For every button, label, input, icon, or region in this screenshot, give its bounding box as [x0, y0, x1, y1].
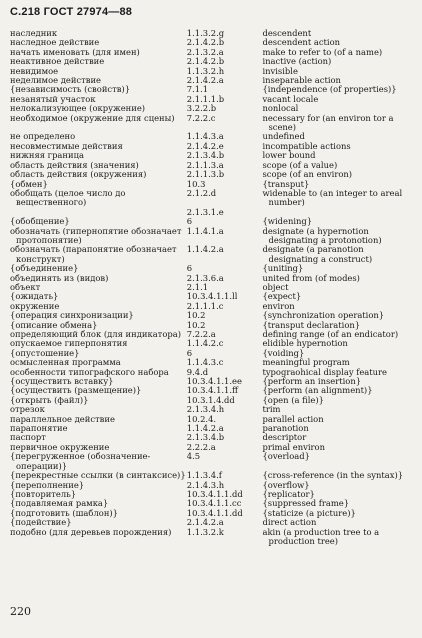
section-reference: 1.1.3.2.k: [186, 526, 224, 537]
russian-term: {обмен}: [10, 178, 48, 189]
english-term: scope (of a value): [262, 159, 338, 170]
english-term: defining range (of an endicator): [262, 329, 399, 339]
english-term: {perform an insertion}: [262, 376, 362, 387]
english-term: nonlocal: [262, 103, 299, 114]
russian-term: {повторитель}: [10, 488, 77, 499]
english-term: undefined: [262, 131, 305, 142]
section-reference: 2.1.1.3.b: [186, 169, 225, 180]
english-term: {overflow}: [262, 479, 310, 490]
section-reference: 2.1.4.2.e: [186, 140, 224, 151]
russian-term: наследное действие: [10, 37, 100, 48]
english-term: object: [262, 281, 289, 292]
english-term: designate (a paranotion designating a construct): [262, 244, 373, 264]
section-reference: 1.1.3.2.h: [186, 65, 225, 76]
russian-term: несовместимые действия: [10, 140, 123, 151]
section-reference: 2.1.4.3.h: [186, 479, 225, 490]
section-reference: 2.1.3.4.b: [186, 150, 225, 161]
russian-term: {подготовить (шаблон)}: [10, 507, 118, 518]
glossary-row: [10, 189, 414, 208]
english-term: widenable to (an integer to areal number): [262, 187, 403, 208]
russian-term: {независимость (свойств)}: [10, 84, 131, 95]
english-term: incompatible actions: [262, 140, 351, 151]
english-term: make to refer to (of a name): [262, 46, 383, 57]
section-reference: 2.1.1.1.c: [186, 300, 224, 311]
glossary-row: [10, 452, 414, 471]
russian-term: осмысленная программа: [10, 357, 121, 368]
english-term: direct action: [262, 517, 317, 528]
section-reference: 10.3.4.1.1.dd: [186, 507, 243, 518]
english-term: inactive (action): [262, 56, 332, 67]
english-term: primal environ: [262, 441, 325, 452]
english-term: inseparable action: [262, 75, 341, 86]
section-reference: 1.1.4.3.c: [186, 357, 224, 368]
russian-term: невидимое: [10, 65, 59, 76]
glossary-row: [10, 170, 414, 179]
section-reference: 1.1.3.4.f: [186, 470, 222, 481]
section-reference: 1.1.4.2.a: [186, 423, 224, 434]
english-term: {staticize (a picture)}: [262, 507, 356, 518]
section-reference: 2.1.2.d: [186, 187, 217, 198]
english-term: necessary for (an environ tor a scene): [262, 112, 394, 133]
english-term: {widening}: [262, 216, 313, 227]
russian-term: {осуществить (размещение)}: [10, 385, 142, 396]
english-term: designate (a hypernotion designating a protonotion): [262, 225, 382, 245]
section-reference: 7.1.1: [186, 84, 209, 95]
russian-term: {обобщение}: [10, 216, 70, 227]
section-reference: 7.2.2.a: [186, 329, 216, 339]
russian-term: первичное окружение: [10, 441, 110, 452]
english-term: trim: [262, 404, 281, 415]
russian-term: {перегруженное (обозначение-операции)}: [10, 451, 151, 471]
english-term: {independence (of properties)}: [262, 84, 397, 95]
russian-term: {переполнение}: [10, 479, 85, 490]
section-reference: 10.2: [186, 319, 206, 330]
section-reference: 10.3.1.4.dd: [186, 394, 235, 405]
english-term: vacant locale: [262, 93, 319, 104]
section-reference: 6: [186, 347, 193, 358]
section-reference: 2.1.3.4.h: [186, 404, 225, 415]
section-reference: 2.1.3.6.a: [186, 272, 224, 283]
section-reference: 1.1.4.1.a: [186, 225, 224, 236]
russian-term: неактивное действие: [10, 56, 105, 67]
section-reference: 10.3: [186, 178, 206, 189]
russian-term: {операция синхронизации}: [10, 310, 134, 321]
section-reference: 10.3.4.1.1.ff: [186, 385, 238, 396]
section-reference: 10.3.4.1.1.ll: [186, 291, 238, 302]
section-reference: 2.2.2.a: [186, 441, 216, 452]
section-reference: 2.1.1.1.b: [186, 93, 225, 104]
russian-term: паспорт: [10, 432, 46, 443]
english-term: {synchronization operation}: [262, 310, 385, 321]
english-term: parallel action: [262, 413, 324, 424]
section-reference: 10.2.4.: [186, 413, 217, 424]
english-term: invisible: [262, 65, 298, 76]
english-term: {overload}: [262, 451, 310, 462]
english-term: {expect}: [262, 291, 302, 302]
english-term: elidible hypernotion: [262, 338, 348, 349]
section-reference: 10.3.4.1.1.ee: [186, 376, 242, 387]
english-term: {replicator}: [262, 488, 315, 499]
english-term: paranotion: [262, 423, 309, 434]
russian-term: обобщать (целое число до вещественного): [10, 187, 126, 208]
glossary-row: [10, 114, 414, 133]
glossary-row: [10, 227, 414, 246]
section-reference: 1.1.4.2.c: [186, 338, 224, 349]
english-term: {open (a file)}: [262, 394, 324, 405]
glossary-entries: [10, 29, 414, 546]
glossary-row: [10, 245, 414, 264]
russian-term: {открыть (файл)}: [10, 394, 89, 405]
page-header: С.218 ГОСТ 27974—88: [10, 6, 133, 18]
english-term: environ: [262, 300, 295, 311]
russian-term: определяющий блок (для индикатора): [10, 329, 181, 339]
section-reference: 2.1.4.2.a: [186, 517, 224, 528]
russian-term: опускаемое гиперпонятия: [10, 338, 128, 349]
section-reference: 10.3.4.1.1.cc: [186, 498, 242, 509]
english-term: {cross-reference (in the syntax)}: [262, 470, 404, 481]
russian-term: нижняя граница: [10, 150, 84, 161]
english-term: descriptor: [262, 432, 307, 443]
russian-term: область действия (значения): [10, 159, 139, 170]
section-reference: 2.1.4.2.b: [186, 37, 225, 48]
russian-term: {перекрестные ссылки (в синтаксисе)}: [10, 470, 186, 481]
russian-term: неделимое действие: [10, 75, 102, 86]
section-reference: 2.1.3.4.b: [186, 432, 225, 443]
russian-term: {подействие}: [10, 517, 72, 528]
english-term: descendent: [262, 28, 312, 38]
russian-term: парапонятие: [10, 423, 68, 434]
section-reference: 2.1.1.3.a: [186, 159, 224, 170]
russian-term: начать именовать (для имен): [10, 46, 140, 57]
russian-term: объект: [10, 281, 41, 292]
english-term: {perform (an alignment)}: [262, 385, 373, 396]
russian-term: параллельное действие: [10, 413, 115, 424]
section-reference: 6: [186, 263, 193, 274]
russian-term: не определено: [10, 131, 76, 142]
english-term: akin (a production tree to a production tree): [262, 526, 380, 546]
english-term: {transput}: [262, 178, 310, 189]
russian-term: обозначать (парапонятие обозначает конструкт): [10, 244, 177, 264]
english-term: scope (of an environ): [262, 169, 353, 180]
russian-term: {осуществить вставку}: [10, 376, 114, 387]
section-reference: 2.1.3.2.a: [186, 46, 224, 57]
russian-term: {объединение}: [10, 263, 79, 274]
section-reference: 1.1.4.3.a: [186, 131, 224, 142]
glossary-row: [10, 208, 414, 217]
english-term: united from (of modes): [262, 272, 360, 283]
russian-term: особенности типографского набора: [10, 366, 169, 377]
english-term: {transput declaration}: [262, 319, 361, 330]
russian-term: необходимое (окружение для сцены): [10, 112, 175, 123]
section-reference: 3.2.2.b: [186, 103, 217, 114]
english-term: descendent action: [262, 37, 341, 48]
russian-term: {опустошение}: [10, 347, 80, 358]
section-reference: 1.1.3.2.g: [186, 28, 225, 38]
section-reference: 2.1.1: [186, 281, 209, 292]
english-term: {voiding}: [262, 347, 305, 358]
section-reference: 6: [186, 216, 193, 227]
english-term: meaningful program: [262, 357, 350, 368]
russian-term: подобно (для деревьев порождения): [10, 526, 172, 537]
glossary-row: [10, 528, 414, 547]
russian-term: наследник: [10, 28, 58, 38]
section-reference: 10.2: [186, 310, 206, 321]
section-reference: 2.1.4.2.a: [186, 75, 224, 86]
russian-term: объединять из (видов): [10, 272, 109, 283]
russian-term: обозначать (гипернопятие обозначает протопонятие): [10, 225, 182, 245]
russian-term: окружение: [10, 300, 60, 311]
english-term: {uniting}: [262, 263, 304, 274]
russian-term: область действия (окружения): [10, 169, 147, 180]
section-reference: 2.1.3.1.e: [186, 206, 224, 217]
section-reference: 7.2.2.c: [186, 112, 216, 123]
english-term: typograohical display feature: [262, 366, 387, 377]
russian-term: {описание обмена}: [10, 319, 98, 330]
page-number: 220: [10, 605, 31, 618]
section-reference: 10.3.4.1.1.dd: [186, 488, 243, 499]
russian-term: отрезок: [10, 404, 45, 415]
section-reference: 4.5: [186, 451, 201, 462]
russian-term: нелокализующее (окружение): [10, 103, 146, 114]
russian-term: {подавляемая рамка}: [10, 498, 109, 509]
english-term: lower bound: [262, 150, 316, 161]
section-reference: 9.4.d: [186, 366, 209, 377]
section-reference: 1.1.4.2.a: [186, 244, 224, 255]
russian-term: незанятый участок: [10, 93, 96, 104]
section-reference: 2.1.4.2.b: [186, 56, 225, 67]
russian-term: {ожидать}: [10, 291, 59, 302]
glossary-row: [10, 274, 414, 283]
english-term: {suppressed frame}: [262, 498, 350, 509]
